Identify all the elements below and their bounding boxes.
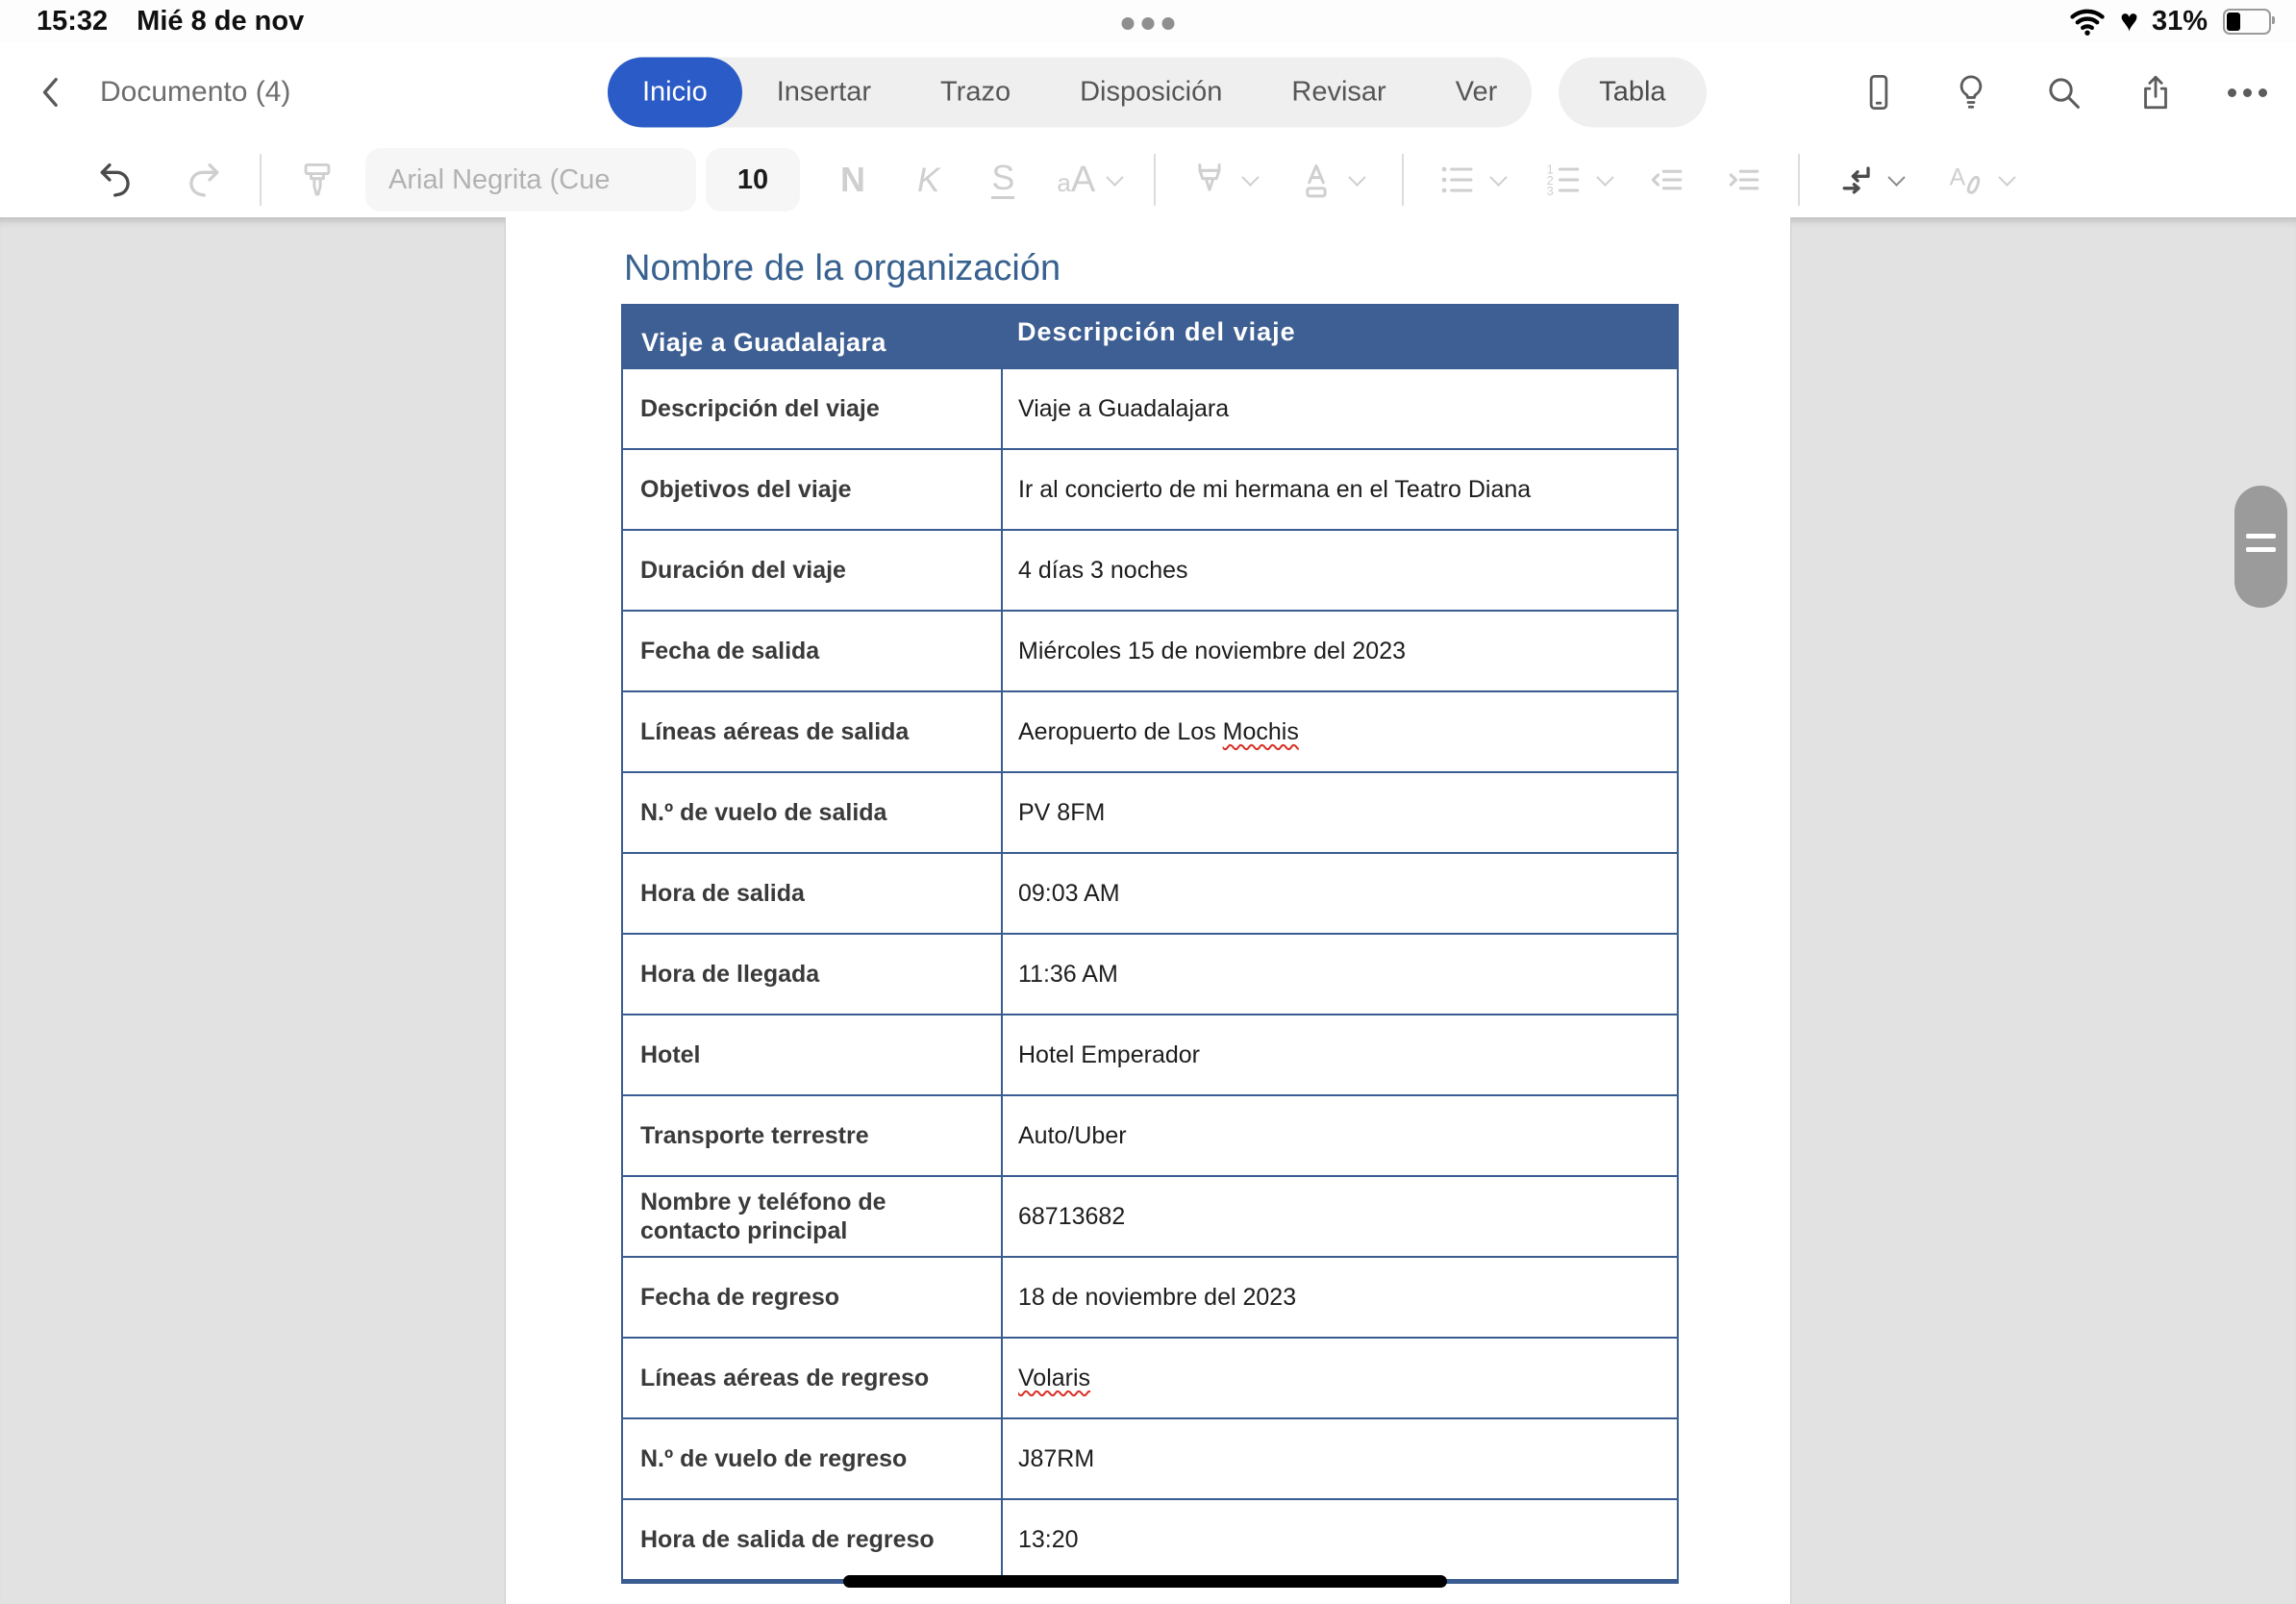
clock: 15:32 xyxy=(37,5,109,37)
line-break-icon xyxy=(1836,159,1879,201)
row-value[interactable]: Ir al concierto de mi hermana en el Teatro Diana xyxy=(1018,475,1532,503)
italic-button[interactable]: K xyxy=(917,161,940,199)
row-label[interactable]: Nombre y teléfono de contacto principal xyxy=(623,1177,1003,1256)
outdent-icon[interactable] xyxy=(1646,159,1688,201)
row-label[interactable]: N.º de vuelo de regreso xyxy=(623,1419,1003,1498)
font-color-icon xyxy=(1295,159,1337,201)
bullet-list-menu[interactable] xyxy=(1436,159,1505,201)
table-row xyxy=(623,1337,1677,1417)
row-value[interactable] xyxy=(1003,1339,1677,1417)
scrollbar-handle[interactable] xyxy=(2234,486,2287,608)
row-value[interactable]: J87RM xyxy=(1018,1444,1095,1472)
mobile-view-icon[interactable] xyxy=(1859,72,1899,113)
row-value[interactable]: 09:03 AM xyxy=(1018,879,1120,907)
table-row xyxy=(623,1498,1677,1579)
table-row xyxy=(623,448,1677,529)
chevron-down-icon xyxy=(1242,168,1260,186)
trip-table-body xyxy=(623,367,1677,1579)
chevron-down-icon xyxy=(1888,168,1906,186)
back-button[interactable] xyxy=(33,73,71,112)
font-name-field[interactable]: Arial Negrita (Cue xyxy=(365,148,696,212)
row-label[interactable]: Descripción del viaje xyxy=(623,369,1003,448)
table-row xyxy=(623,1175,1677,1256)
row-label[interactable]: Líneas aéreas de salida xyxy=(623,692,1003,771)
highlighter-icon xyxy=(1188,159,1231,201)
row-value[interactable]: 68713682 xyxy=(1018,1202,1126,1230)
tab-insertar[interactable]: Insertar xyxy=(776,76,872,108)
format-painter-icon[interactable] xyxy=(296,159,338,201)
undo-button[interactable] xyxy=(94,159,137,201)
redo-button[interactable] xyxy=(183,159,225,201)
row-value[interactable]: Viaje a Guadalajara xyxy=(1018,394,1230,422)
svg-text:2: 2 xyxy=(1546,172,1555,188)
title-bar xyxy=(0,42,2296,142)
trip-table xyxy=(621,304,1679,1584)
underline-button[interactable]: S xyxy=(991,158,1015,197)
row-label[interactable]: Líneas aéreas de regreso xyxy=(623,1339,1003,1417)
row-value[interactable]: 11:36 AM xyxy=(1018,960,1118,988)
chevron-down-icon xyxy=(1107,168,1124,186)
font-size-field[interactable]: 10 xyxy=(706,148,800,212)
svg-text:1: 1 xyxy=(1546,162,1555,177)
tab-revisar[interactable]: Revisar xyxy=(1291,76,1386,108)
row-label[interactable]: Duración del viaje xyxy=(623,531,1003,610)
focus-heart-icon: ♥ xyxy=(2119,2,2138,38)
document-title[interactable]: Documento (4) xyxy=(100,76,291,108)
tab-tabla[interactable]: Tabla xyxy=(1559,58,1706,128)
table-header-left: Viaje a Guadalajara xyxy=(641,328,886,357)
ribbon-tab-list xyxy=(608,58,1532,128)
table-row xyxy=(623,1014,1677,1094)
style-pen-icon xyxy=(1945,159,1987,201)
indent-icon[interactable] xyxy=(1723,159,1765,201)
chevron-down-icon xyxy=(1597,168,1614,186)
numbered-list-menu[interactable] xyxy=(1543,159,1611,201)
table-row xyxy=(623,1256,1677,1337)
row-value[interactable]: 13:20 xyxy=(1018,1525,1079,1553)
more-icon[interactable] xyxy=(2228,88,2267,97)
row-label[interactable]: N.º de vuelo de salida xyxy=(623,773,1003,852)
row-label[interactable]: Hora de salida xyxy=(623,854,1003,933)
tab-ver[interactable]: Ver xyxy=(1455,76,1498,108)
battery-icon xyxy=(2223,9,2271,35)
table-row xyxy=(623,1094,1677,1175)
table-row xyxy=(623,367,1677,448)
misspelled-word[interactable]: Mochis xyxy=(1222,717,1299,745)
table-row xyxy=(623,852,1677,933)
home-indicator[interactable] xyxy=(843,1575,1447,1588)
document-page[interactable] xyxy=(505,217,1791,1604)
tab-disposición[interactable]: Disposición xyxy=(1080,76,1223,108)
chevron-down-icon xyxy=(1349,168,1366,186)
highlight-menu[interactable] xyxy=(1188,159,1257,201)
row-value[interactable]: 18 de noviembre del 2023 xyxy=(1018,1283,1297,1311)
row-label[interactable]: Hora de llegada xyxy=(623,935,1003,1014)
table-row xyxy=(623,1417,1677,1498)
table-row xyxy=(623,690,1677,771)
row-value[interactable]: Hotel Emperador xyxy=(1018,1040,1200,1068)
svg-text:A: A xyxy=(1949,164,1966,191)
document-heading[interactable]: Nombre de la organización xyxy=(624,248,1061,288)
date: Mié 8 de nov xyxy=(137,5,305,37)
styles-menu[interactable] xyxy=(1945,159,2013,201)
lightbulb-icon[interactable] xyxy=(1951,72,1991,113)
row-label[interactable]: Hora de salida de regreso xyxy=(623,1500,1003,1579)
row-label[interactable]: Objetivos del viaje xyxy=(623,450,1003,529)
row-label[interactable]: Hotel xyxy=(623,1015,1003,1094)
chevron-down-icon xyxy=(1999,168,2016,186)
document-canvas xyxy=(0,217,2296,1604)
table-header-right: Descripción del viaje xyxy=(1017,317,1296,346)
share-icon[interactable] xyxy=(2135,72,2176,113)
row-value[interactable]: Auto/Uber xyxy=(1018,1121,1127,1149)
table-row xyxy=(623,529,1677,610)
table-header-row[interactable] xyxy=(623,306,1677,367)
format-toolbar xyxy=(0,142,2296,217)
row-value[interactable]: Miércoles 15 de noviembre del 2023 xyxy=(1018,637,1407,664)
chevron-down-icon xyxy=(1490,168,1508,186)
status-bar xyxy=(0,0,2296,42)
row-label[interactable]: Transporte terrestre xyxy=(623,1096,1003,1175)
row-value[interactable]: 4 días 3 noches xyxy=(1018,556,1188,584)
row-value[interactable]: PV 8FM xyxy=(1018,798,1106,826)
battery-percent: 31% xyxy=(2151,5,2208,37)
svg-text:3: 3 xyxy=(1546,184,1555,199)
row-label[interactable]: Fecha de regreso xyxy=(623,1258,1003,1337)
search-icon[interactable] xyxy=(2043,72,2084,113)
row-label[interactable]: Fecha de salida xyxy=(623,612,1003,690)
row-value[interactable]: Aeropuerto de Los Mochis xyxy=(1018,717,1299,745)
line-break-menu[interactable] xyxy=(1836,159,1903,201)
tab-inicio[interactable]: Inicio xyxy=(608,58,742,128)
multitasking-handle-icon[interactable] xyxy=(1122,17,1175,30)
numbered-list-icon xyxy=(1543,159,1585,201)
font-color-menu[interactable] xyxy=(1295,159,1363,201)
wifi-icon xyxy=(2068,6,2107,37)
text-size-menu[interactable]: a A xyxy=(1057,160,1121,201)
bullet-list-icon xyxy=(1436,159,1479,201)
table-row xyxy=(623,933,1677,1014)
misspelled-word[interactable]: Volaris xyxy=(1018,1364,1091,1391)
table-row xyxy=(623,771,1677,852)
tab-trazo[interactable]: Trazo xyxy=(940,76,1011,108)
bold-button[interactable]: N xyxy=(840,160,865,199)
table-row xyxy=(623,610,1677,690)
